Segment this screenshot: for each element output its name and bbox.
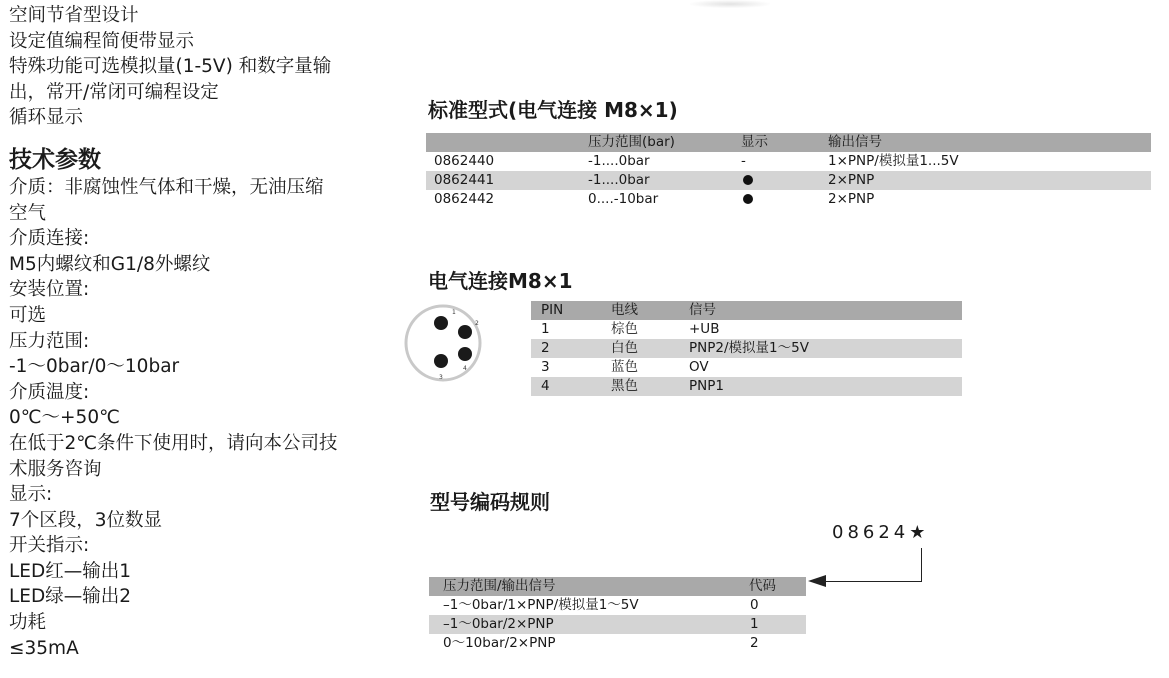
param-line: M5内螺纹和G1/8外螺纹 (9, 253, 211, 275)
display-dot-icon (743, 190, 753, 209)
param-line: 7个区段，3位数显 (9, 509, 163, 531)
table-header-row (531, 301, 962, 320)
param-line: LED红—输出1 (9, 560, 132, 582)
param-line: 开关指示: (9, 535, 90, 557)
tech-params-heading: 技术参数 (9, 146, 101, 173)
wire-color: 蓝色 (611, 359, 638, 375)
wire-color: 白色 (611, 340, 638, 356)
param-line: 可选 (9, 304, 47, 326)
table-row (426, 152, 1151, 171)
param-line: 介质温度: (9, 381, 90, 403)
header-output: 输出信号 (828, 134, 882, 150)
pressure-range: 0....-10bar (588, 191, 659, 207)
param-line: 安装位置: (9, 279, 90, 301)
table-row (426, 190, 1151, 209)
pin-label: 1 (452, 309, 456, 316)
param-line: 介质连接: (9, 228, 90, 250)
range-output-desc: –1～0bar/1×PNP/模拟量1～5V (443, 597, 639, 613)
part-number: 0862442 (434, 191, 495, 207)
param-line: 介质：非腐蚀性气体和干燥，无油压缩 (9, 176, 324, 198)
table-row (426, 171, 1151, 190)
feature-line: 特殊功能可选模拟量(1-5V) 和数字量输 (9, 56, 332, 78)
output-signal: 2×PNP (828, 172, 875, 188)
param-line: 在低于2℃条件下使用时，请向本公司技 (9, 432, 338, 454)
header-code: 代码 (749, 578, 776, 594)
product-image-fragment (690, 0, 770, 8)
param-line: -1～0bar/0～10bar (9, 356, 180, 378)
param-line: 压力范围: (9, 330, 90, 352)
pin-signal: OV (689, 359, 709, 375)
pin-label: 4 (463, 365, 467, 372)
table-row (429, 634, 806, 653)
param-line: ≤35mA (9, 637, 79, 659)
table-row (531, 339, 962, 358)
part-number: 0862441 (434, 172, 495, 188)
arrow-line (824, 581, 922, 582)
table-row (429, 615, 806, 634)
model-code-reference: 08624★ (832, 522, 930, 543)
feature-line: 空间节省型设计 (9, 5, 139, 26)
param-line: 功耗 (9, 612, 47, 634)
header-pin: PIN (541, 302, 564, 318)
m8-connector-pinout-icon (403, 301, 487, 385)
header-range-output: 压力范围/输出信号 (443, 578, 556, 594)
option-code: 1 (750, 616, 759, 632)
part-number: 0862440 (434, 153, 495, 169)
pin-number: 2 (541, 340, 550, 356)
param-line: 0℃～+50℃ (9, 407, 120, 429)
coding-rule-title: 型号编码规则 (430, 490, 550, 514)
coding-table (429, 577, 806, 653)
table-row (429, 596, 806, 615)
param-line: 空气 (9, 202, 47, 224)
header-range: 压力范围(bar) (588, 134, 675, 150)
pin-label: 3 (439, 374, 443, 381)
pressure-range: -1....0bar (588, 172, 650, 188)
output-signal: 2×PNP (828, 191, 875, 207)
table-header-row (426, 133, 1151, 152)
header-display: 显示 (741, 134, 768, 150)
table-row (531, 358, 962, 377)
wire-color: 黑色 (611, 378, 638, 394)
pin-table (531, 301, 962, 396)
electrical-title: 电气连接M8×1 (428, 269, 573, 293)
table-header-row (429, 577, 806, 596)
display-dot-icon (743, 171, 753, 190)
param-line: LED绿—输出2 (9, 586, 132, 608)
option-code: 2 (750, 635, 759, 651)
pin-number: 4 (541, 378, 550, 394)
range-output-desc: 0～10bar/2×PNP (443, 635, 556, 651)
pin-signal: PNP2/模拟量1～5V (689, 340, 809, 356)
pin-number: 1 (541, 321, 550, 337)
feature-line: 循环显示 (9, 107, 84, 129)
feature-line: 设定值编程简便带显示 (9, 30, 195, 52)
wire-color: 棕色 (611, 321, 638, 337)
spec-column (9, 3, 381, 661)
pin-number: 3 (541, 359, 550, 375)
output-signal: 1×PNP/模拟量1...5V (828, 153, 959, 169)
display-value: - (741, 153, 746, 169)
param-line: 术服务咨询 (9, 458, 102, 480)
arrow-left-icon (808, 575, 826, 587)
table-row (531, 377, 962, 396)
pin-signal: PNP1 (689, 378, 724, 394)
header-wire: 电线 (611, 302, 638, 318)
standard-type-table (426, 133, 1151, 209)
param-line: 显示: (9, 484, 53, 506)
table-row (531, 320, 962, 339)
arrow-line (921, 548, 922, 582)
header-signal: 信号 (689, 302, 716, 318)
pin-signal: +UB (689, 321, 720, 337)
pressure-range: -1....0bar (588, 153, 650, 169)
range-output-desc: –1～0bar/2×PNP (443, 616, 554, 632)
feature-line: 出，常开/常闭可编程设定 (9, 81, 219, 103)
pin-label: 2 (475, 320, 479, 327)
option-code: 0 (750, 597, 759, 613)
standard-type-title: 标准型式(电气连接 M8×1) (428, 98, 678, 122)
